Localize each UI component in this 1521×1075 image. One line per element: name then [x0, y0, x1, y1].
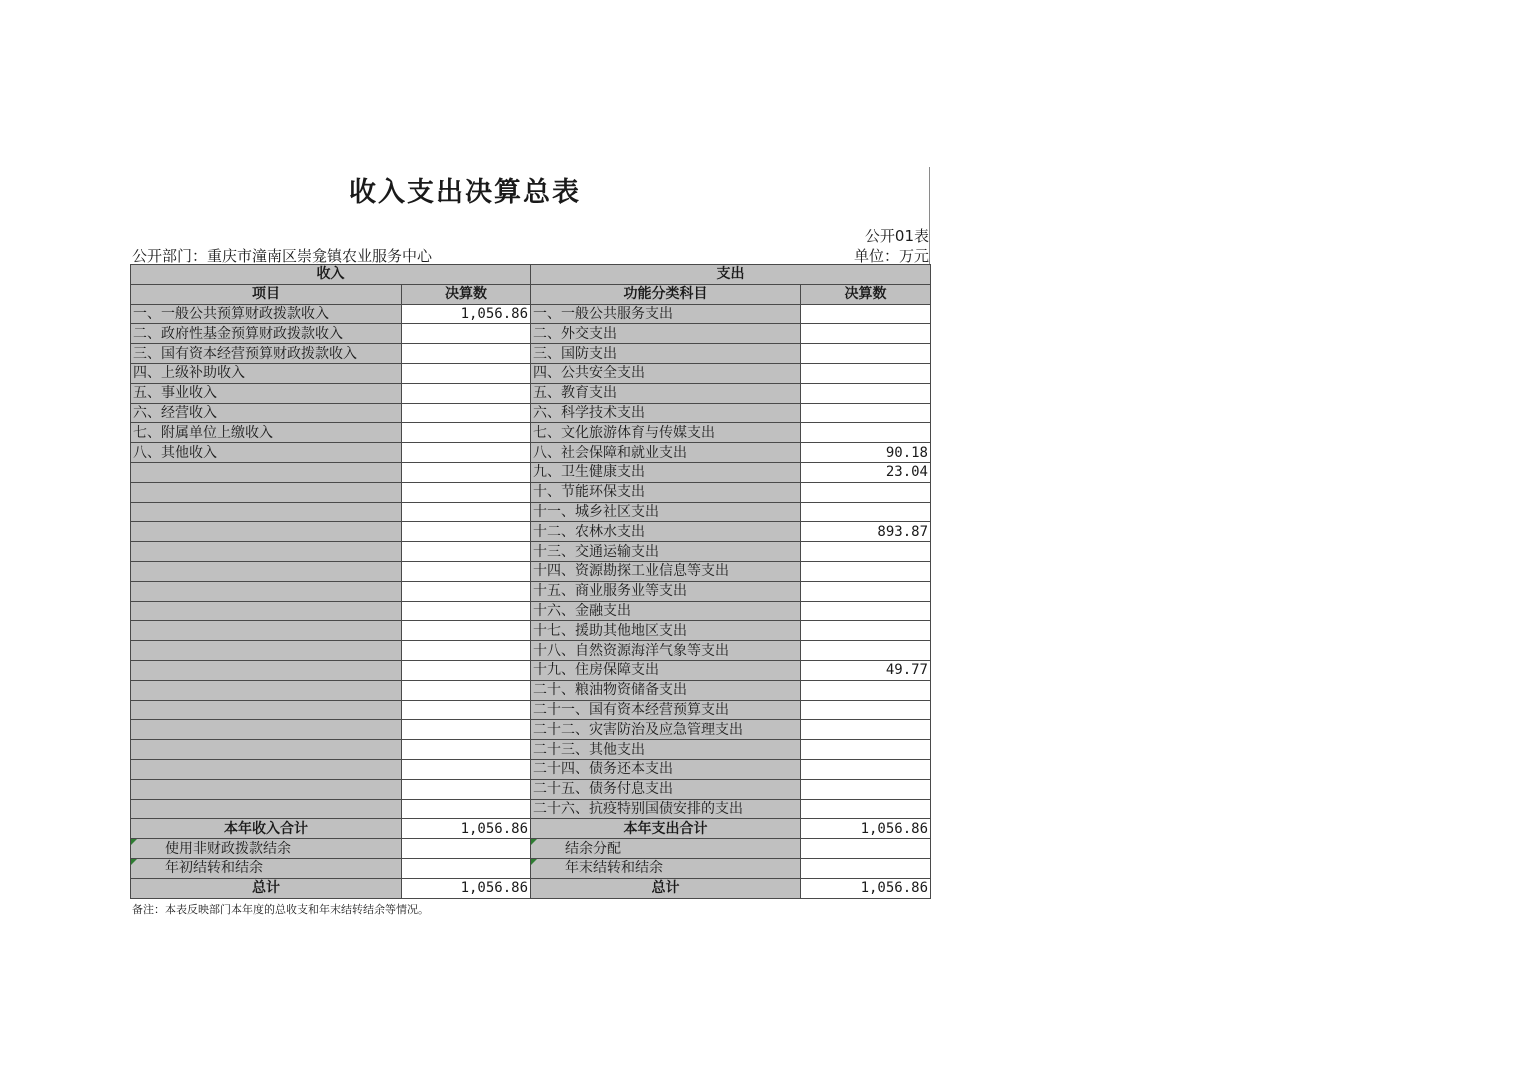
expense-amount	[801, 779, 931, 799]
table-row	[131, 502, 931, 522]
expense-item: 九、卫生健康支出	[531, 462, 801, 482]
table-row	[131, 660, 931, 680]
income-amount	[402, 779, 531, 799]
expense-item: 十九、住房保障支出	[531, 660, 801, 680]
income-amount	[402, 363, 531, 383]
income-item	[131, 581, 402, 601]
expense-amount	[801, 621, 931, 641]
expense-amount	[801, 799, 931, 819]
expense-amount	[801, 641, 931, 661]
income-amount	[402, 542, 531, 562]
income-amount	[402, 502, 531, 522]
income-amount	[402, 680, 531, 700]
expense-header: 支出	[531, 265, 931, 285]
income-amount	[402, 799, 531, 819]
table-row	[131, 324, 931, 344]
expense-amount	[801, 720, 931, 740]
expense-amount	[801, 304, 931, 324]
expense-item: 三、国防支出	[531, 344, 801, 364]
expense-item: 二十一、国有资本经营预算支出	[531, 700, 801, 720]
income-item: 四、上级补助收入	[131, 363, 402, 383]
table-row	[131, 799, 931, 819]
table-row	[131, 720, 931, 740]
surplus-distribution-label: 结余分配	[531, 839, 801, 859]
income-item	[131, 799, 402, 819]
begin-balance-value	[402, 858, 531, 878]
table-row	[131, 542, 931, 562]
table-row	[131, 779, 931, 799]
table-row	[131, 304, 931, 324]
expense-item: 十八、自然资源海洋气象等支出	[531, 641, 801, 661]
income-amount	[402, 700, 531, 720]
end-balance-label: 年末结转和结余	[531, 858, 801, 878]
expense-item: 五、教育支出	[531, 383, 801, 403]
table-row	[131, 443, 931, 463]
expense-item: 二十五、债务付息支出	[531, 779, 801, 799]
expense-amount	[801, 383, 931, 403]
balance-row-1	[131, 839, 931, 859]
income-amount	[402, 443, 531, 463]
table-row	[131, 561, 931, 581]
expense-amount	[801, 542, 931, 562]
header-row-columns	[131, 284, 931, 304]
expense-item: 七、文化旅游体育与传媒支出	[531, 423, 801, 443]
income-amount	[402, 462, 531, 482]
income-item	[131, 601, 402, 621]
income-item	[131, 482, 402, 502]
nonfiscal-label: 使用非财政拨款结余	[131, 839, 402, 859]
expense-amount	[801, 700, 931, 720]
table-row	[131, 759, 931, 779]
table-row	[131, 740, 931, 760]
table-row	[131, 601, 931, 621]
expense-amount	[801, 581, 931, 601]
grand-total-value-left: 1,056.86	[402, 878, 531, 898]
expense-item: 二十六、抗疫特别国债安排的支出	[531, 799, 801, 819]
income-item	[131, 700, 402, 720]
income-item: 一、一般公共预算财政拨款收入	[131, 304, 402, 324]
expense-amount	[801, 423, 931, 443]
table-row	[131, 621, 931, 641]
department-label: 公开部门：重庆市潼南区崇龛镇农业服务中心	[132, 247, 433, 265]
income-item: 七、附属单位上缴收入	[131, 423, 402, 443]
grand-total-label-left: 总计	[131, 878, 402, 898]
income-item	[131, 680, 402, 700]
income-item	[131, 542, 402, 562]
col-header-func-item: 功能分类科目	[531, 284, 801, 304]
year-total-row	[131, 819, 931, 839]
col-header-amount-right: 决算数	[801, 284, 931, 304]
expense-item: 四、公共安全支出	[531, 363, 801, 383]
table-row	[131, 423, 931, 443]
income-item	[131, 502, 402, 522]
col-header-item: 项目	[131, 284, 402, 304]
expense-amount	[801, 324, 931, 344]
table-row	[131, 383, 931, 403]
expense-item: 十、节能环保支出	[531, 482, 801, 502]
expense-amount	[801, 502, 931, 522]
expense-amount: 49.77	[801, 660, 931, 680]
table-row	[131, 700, 931, 720]
expense-item: 十五、商业服务业等支出	[531, 581, 801, 601]
expense-item: 十七、援助其他地区支出	[531, 621, 801, 641]
expense-amount	[801, 759, 931, 779]
expense-item: 六、科学技术支出	[531, 403, 801, 423]
table-row	[131, 403, 931, 423]
income-item	[131, 561, 402, 581]
unit-label: 单位：万元	[853, 247, 929, 265]
income-amount	[402, 324, 531, 344]
income-amount	[402, 601, 531, 621]
expense-item: 二、外交支出	[531, 324, 801, 344]
form-number: 公开01表	[864, 227, 929, 245]
income-item: 六、经营收入	[131, 403, 402, 423]
table-row	[131, 581, 931, 601]
income-amount	[402, 344, 531, 364]
income-item	[131, 720, 402, 740]
header-row-group	[131, 265, 931, 285]
income-amount: 1,056.86	[402, 304, 531, 324]
income-amount	[402, 403, 531, 423]
income-amount	[402, 383, 531, 403]
begin-balance-label: 年初结转和结余	[131, 858, 402, 878]
expense-amount	[801, 740, 931, 760]
table-row	[131, 641, 931, 661]
expense-item: 八、社会保障和就业支出	[531, 443, 801, 463]
expense-total-label: 本年支出合计	[531, 819, 801, 839]
income-amount	[402, 423, 531, 443]
grand-total-label-right: 总计	[531, 878, 801, 898]
income-amount	[402, 561, 531, 581]
grand-total-value-right: 1,056.86	[801, 878, 931, 898]
expense-item: 十六、金融支出	[531, 601, 801, 621]
expense-item: 十一、城乡社区支出	[531, 502, 801, 522]
income-amount	[402, 581, 531, 601]
income-amount	[402, 759, 531, 779]
expense-item: 十四、资源勘探工业信息等支出	[531, 561, 801, 581]
table-row	[131, 462, 931, 482]
table-row	[131, 363, 931, 383]
expense-item: 二十二、灾害防治及应急管理支出	[531, 720, 801, 740]
expense-amount	[801, 482, 931, 502]
expense-amount	[801, 561, 931, 581]
expense-amount: 893.87	[801, 522, 931, 542]
income-item	[131, 740, 402, 760]
income-amount	[402, 740, 531, 760]
income-item: 五、事业收入	[131, 383, 402, 403]
expense-total-value: 1,056.86	[801, 819, 931, 839]
grand-total-row	[131, 878, 931, 898]
income-amount	[402, 621, 531, 641]
expense-item: 十二、农林水支出	[531, 522, 801, 542]
expense-item: 十三、交通运输支出	[531, 542, 801, 562]
expense-item: 二十四、债务还本支出	[531, 759, 801, 779]
table-row	[131, 680, 931, 700]
income-item: 八、其他收入	[131, 443, 402, 463]
end-balance-value	[801, 858, 931, 878]
income-item	[131, 462, 402, 482]
income-item	[131, 641, 402, 661]
expense-amount	[801, 344, 931, 364]
income-amount	[402, 522, 531, 542]
income-item	[131, 779, 402, 799]
expense-item: 二十、粮油物资储备支出	[531, 680, 801, 700]
income-total-value: 1,056.86	[402, 819, 531, 839]
expense-item: 一、一般公共服务支出	[531, 304, 801, 324]
expense-amount	[801, 363, 931, 383]
expense-amount	[801, 403, 931, 423]
income-item: 二、政府性基金预算财政拨款收入	[131, 324, 402, 344]
income-amount	[402, 641, 531, 661]
footnote: 备注：本表反映部门本年度的总收支和年末结转结余等情况。	[132, 903, 429, 916]
income-amount	[402, 482, 531, 502]
income-item	[131, 522, 402, 542]
page-title: 收入支出决算总表	[349, 177, 581, 208]
income-amount	[402, 660, 531, 680]
table-row	[131, 344, 931, 364]
income-item: 三、国有资本经营预算财政拨款收入	[131, 344, 402, 364]
table-row	[131, 482, 931, 502]
income-total-label: 本年收入合计	[131, 819, 402, 839]
expense-amount: 23.04	[801, 462, 931, 482]
sheet-border-line	[929, 167, 930, 264]
expense-amount	[801, 601, 931, 621]
income-header: 收入	[131, 265, 531, 285]
income-item	[131, 759, 402, 779]
income-amount	[402, 720, 531, 740]
surplus-distribution-value	[801, 839, 931, 859]
expense-item: 二十三、其他支出	[531, 740, 801, 760]
income-expense-table	[130, 264, 931, 899]
col-header-amount-left: 决算数	[402, 284, 531, 304]
expense-amount: 90.18	[801, 443, 931, 463]
nonfiscal-value	[402, 839, 531, 859]
expense-amount	[801, 680, 931, 700]
balance-row-2	[131, 858, 931, 878]
income-item	[131, 660, 402, 680]
income-item	[131, 621, 402, 641]
table-row	[131, 522, 931, 542]
